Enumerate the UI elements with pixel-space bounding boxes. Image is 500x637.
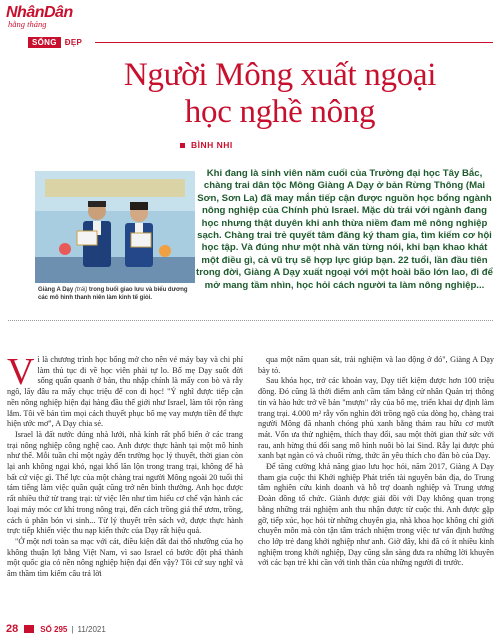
body-column-right [258, 355, 494, 569]
body-paragraph: Sau khóa học, trở các khoản vay, Dạy tiết kiệm được hơn 100 triệu đồng. Đó cũng là thời điểm anh cầm tấm bằng cử nhân Quản trị thông tin và hào hức trở về bản "mượn" rẫy của bố mẹ, triển khai dự định làm trang trại. 4.000 m² rẫy vốn nghìn đời trồng ngô của dòng họ, chàng trai người Mông đã nhanh chóng phủ xanh bằng thảm rau hữu cơ mướt mát. Vốn ưa thử nghiệm, thích thay đổi, sau một thời gian thử sức với rau, anh hừng thú đổi sang mô hình nuôi bò lai Sind. Rẫy lại được phủ xanh bạt ngàn cỏ và chuối rừng, thức ăn yêu thích cho đàn bò của Dạy. [258, 376, 494, 461]
author-byline [180, 140, 233, 150]
caption-note: (trái) [74, 287, 88, 293]
photo-caption [38, 287, 198, 302]
logo-text: NhânDân [6, 4, 73, 21]
body-paragraph: Để tăng cường khả năng giao lưu học hỏi, năm 2017, Giàng A Dạy tham gia cuộc thi Khởi nghiệp Phát triển tài nguyên bản địa, do Trung tâm nghiên cứu kinh doanh và hỗ trợ doanh nghiệp và Trung ương Đoàn đồng tổ chức. Giành được giải đồi với Dạy không quan trọng bằng những trải nghiệm anh thu nhận được từ cuộc thi. Anh được gặp gỡ, tiếp xúc, học hỏi từ những chuyên gia, nhà khoa học không chỉ giới chuyên môn mà còn tận tâm trách nhiệm trong việc tư vấn định hướng cho lớp trẻ đang khởi nghiệp như anh. Giờ đây, khi đã có ít nhiều kinh nghiệm trong khởi nghiệp, Dạy cũng sẵn sàng đưa ra những lời khuyên với các bạn trẻ khi cần với tinh thần của những người đi trước. [258, 462, 494, 568]
footer-separator: | [71, 624, 74, 634]
article-photo [35, 171, 195, 283]
section-divider [8, 320, 493, 321]
header-rule [95, 42, 493, 43]
caption-text: trong buổi giao lưu và biểu dương các mô hình thanh niên làm kinh tế giỏi. [38, 287, 188, 301]
logo-subtitle: hằng tháng [8, 19, 47, 29]
byline-square-icon [180, 143, 185, 148]
article-lead [196, 168, 493, 292]
body-paragraph: "Ở một nơi toàn sa mạc với cát, điều kiện đất đai thổ nhưỡng của họ không thuận lợi bằng Việt Nam, vì sao Israel có bước đột phá thành một quốc gia có nền nông nghiệp hiện đại đến vậy? Tôi cứ suy nghĩ và âm thầm tìm kiếm câu trả lời [7, 536, 243, 579]
body-paragraph: ì là chương trình học bổng mở cho nên vé máy bay và chi phí làm thủ tục đi về học viên phải tự lo. Bố mẹ Dạy suốt đời sống quẩn quanh ở bản, thu nhập chính là mấy con bò và rẫy ngô, lấy đâu ra mấy chục triệu để con đi học! "Ý nghĩ được tiếp cận nền nông nghiệp hiện đại hàng đầu thế giới như Israel, làm tôi rộn ràng lắm. Tôi về bản tìm mọi cách thuyết phục bố mẹ vay mượn tiền để thực hiện ước mơ", A Dạy chia sẻ. [7, 355, 243, 429]
newspaper-logo [6, 4, 73, 31]
page-footer [0, 621, 500, 637]
article-title-line1: Người Mông xuất ngoại [123, 57, 437, 93]
issue-label: SỐ 295 [40, 624, 68, 634]
drop-cap: V [7, 351, 35, 393]
issue-date: 11/2021 [77, 624, 106, 634]
body-paragraph: Israel là đất nước đúng nhà lưới, nhà kính rất phổ biến ở các trang trại nông nghiệp công nghệ cao. Anh được thực hành tại một mô hình như thế. Mỗi tuần chỉ một ngày đến trường học lý thuyết, thời gian còn lại anh không ngại khó, ngại khổ lăn lộn trong trang trại, không để hà bất cứ việc gì. Thể lực của một chàng trai người Mông ngoài 20 tuổi thì tám tiếng làm việc quần quật cũng trở nên bình thường. Anh học được rất nhiều thứ từ trang trại: từ việc lên như tìm hiểu cơ chế vận hành các loại máy móc cơ khí trong nông trại, đến cách trồng giá thể ươm, trồng, cách ủ phân bón vi sinh... Từ lý thuyết trên sách vở, được thực hành trực tiếp khiến việc thu nạp kiến thức của Dạy rất hiệu quả. [7, 429, 243, 536]
body-column-left [7, 351, 243, 580]
footer-bar-icon [24, 625, 34, 633]
caption-name: Giàng A Dạy [38, 287, 74, 293]
award-ceremony-photo [35, 171, 195, 283]
body-paragraph: qua một năm quan sát, trải nghiệm và lao động ở đó", Giàng A Dạy bày tỏ. [258, 355, 494, 375]
author-name: BÌNH NHI [191, 140, 233, 150]
article-title [70, 57, 490, 131]
page-number: 28 [6, 623, 19, 635]
section-label-secondary: ĐẸP [64, 38, 83, 47]
lead-paragraph: Khi đang là sinh viên năm cuối của Trường đại học Tây Bắc, chàng trai dân tộc Mông Giàng A Dạy ở bản Rừng Thông (Mai Sơn, Sơn La) đã may mắn tiếp cận được nguồn học bổng ngành nông nghiệp của Chính phủ Israel. Mặc dù trái với ngành đang học nhưng thật duyên khi anh thừa niềm đam mê nông nghiệp sạch. Chàng trai trẻ quyết tâm đăng ký tham gia, tìm kiếm cơ hội học tập. Và đúng như một nhà văn từng nói, khi bạn khao khát một điều gì, cả vũ trụ sẽ hợp lực giúp bạn. 22 tuổi, lần đầu tiên trong đời, Giàng A Dạy xuất ngoại với một hoài bão lớn lao, đi để mở mang tầm nhìn, học hỏi cách người ta làm nông nghiệp... [196, 168, 493, 291]
section-label-primary: SỐNG [28, 37, 61, 48]
section-tag [28, 36, 82, 49]
article-title-line2: học nghề nông [184, 94, 376, 130]
issue-number [40, 625, 67, 634]
